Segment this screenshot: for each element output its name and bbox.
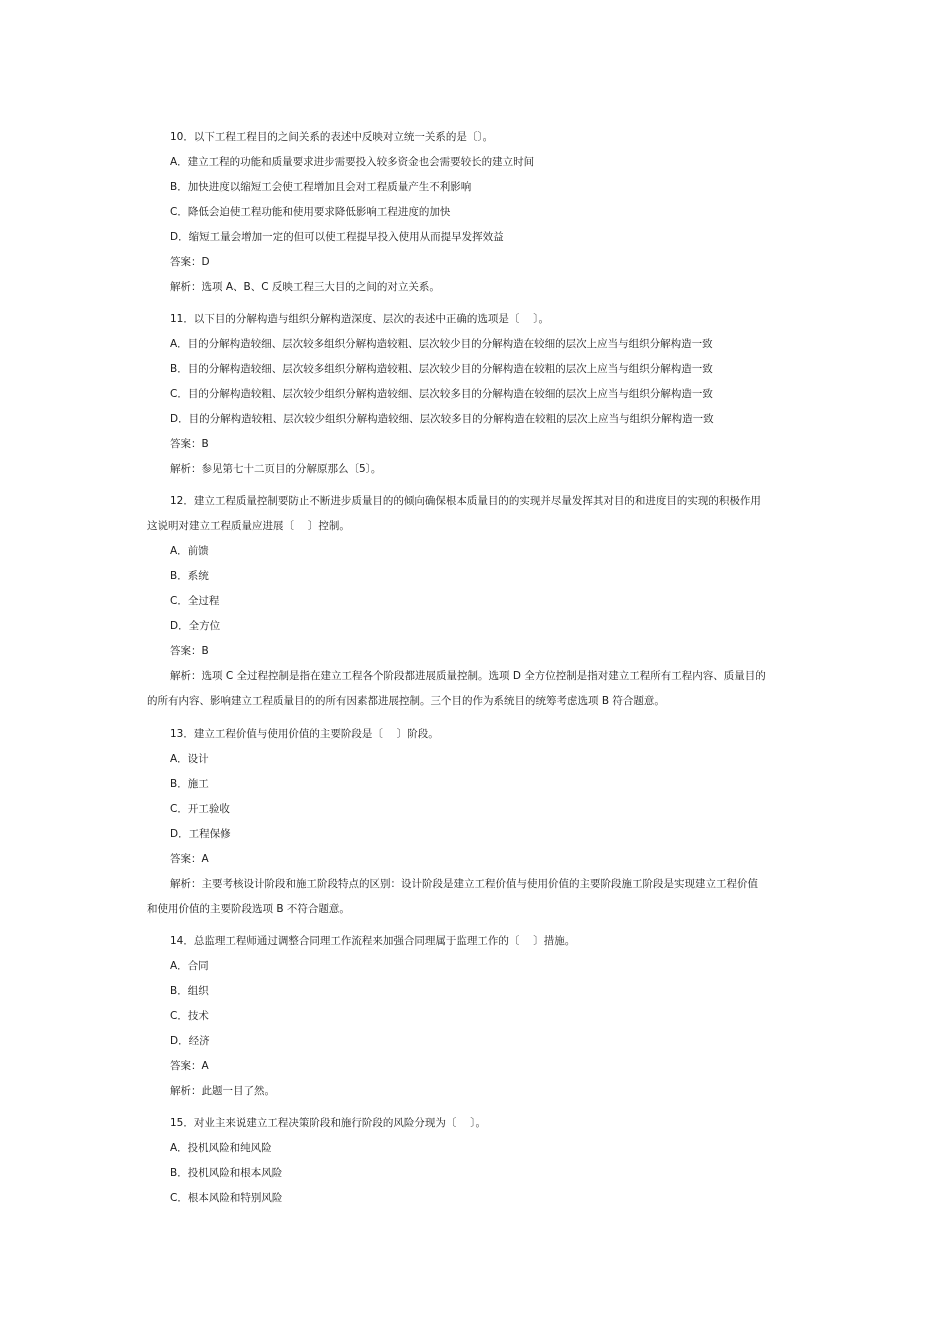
q10-option-b: B．加快进度以缩短工会使工程增加且会对工程质量产生不利影响 — [170, 181, 472, 193]
q13-option-d: D．工程保修 — [170, 828, 231, 840]
q10-option-c: C．降低会迫使工程功能和使用要求降低影响工程进度的加快 — [170, 206, 451, 218]
q11-answer: 答案：B — [170, 438, 209, 450]
q12-option-c: C．全过程 — [170, 595, 220, 607]
q12-answer: 答案：B — [170, 645, 209, 657]
q15-option-b: B．投机风险和根本风险 — [170, 1167, 283, 1179]
q14-option-a: A．合同 — [170, 960, 209, 972]
q10-answer: 答案：D — [170, 256, 210, 268]
q11-stem: 11．以下目的分解构造与组织分解构造深度、层次的表述中正确的选项是〔 〕。 — [170, 313, 549, 325]
q10-analysis: 解析：选项 A、B、C 反映工程三大目的之间的对立关系。 — [170, 281, 440, 293]
q12-option-b: B．系统 — [170, 570, 209, 582]
q14-stem: 14．总监理工程师通过调整合同理工作流程来加强合同理属于监理工作的〔 〕措施。 — [170, 935, 576, 947]
q11-option-b: B．目的分解构造较细、层次较多组织分解构造较粗、层次较少目的分解构造在较粗的层次上应当与组织分解构造一致 — [170, 363, 713, 375]
q13-option-c: C．开工验收 — [170, 803, 230, 815]
q13-analysis-line-2: 和使用价值的主要阶段选项 B 不符合题意。 — [147, 903, 350, 915]
q14-option-b: B．组织 — [170, 985, 209, 997]
q11-option-c: C．目的分解构造较粗、层次较少组织分解构造较细、层次较多目的分解构造在较细的层次上应当与组织分解构造一致 — [170, 388, 713, 400]
q12-analysis-line-2: 的所有内容、影响建立工程质量目的的所有因素都进展控制。三个目的作为系统目的统筹考虑选项 B 符合题意。 — [147, 695, 665, 707]
q11-option-a: A．目的分解构造较细、层次较多组织分解构造较粗、层次较少目的分解构造在较细的层次上应当与组织分解构造一致 — [170, 338, 713, 350]
q13-answer: 答案：A — [170, 853, 209, 865]
q12-stem-line-2: 这说明对建立工程质量应进展〔 〕控制。 — [147, 520, 350, 532]
q12-option-a: A．前馈 — [170, 545, 209, 557]
q12-stem-line-1: 12．建立工程质量控制要防止不断进步质量目的的倾向确保根本质量目的的实现并尽量发挥其对目的和进度目的实现的积极作用 — [170, 495, 761, 507]
q10-option-a: A．建立工程的功能和质量要求进步需要投入较多资金也会需要较长的建立时间 — [170, 156, 535, 168]
q13-option-a: A．设计 — [170, 753, 209, 765]
q15-option-a: A．投机风险和纯风险 — [170, 1142, 272, 1154]
q15-stem: 15．对业主来说建立工程决策阶段和施行阶段的风险分现为〔 〕。 — [170, 1117, 486, 1129]
q14-answer: 答案：A — [170, 1060, 209, 1072]
q14-option-d: D．经济 — [170, 1035, 210, 1047]
q12-option-d: D．全方位 — [170, 620, 221, 632]
q13-analysis-line-1: 解析：主要考核设计阶段和施工阶段特点的区别：设计阶段是建立工程价值与使用价值的主要阶段施工阶段是实现建立工程价值 — [170, 878, 758, 890]
q14-option-c: C．技术 — [170, 1010, 209, 1022]
q12-analysis-line-1: 解析：选项 C 全过程控制是指在建立工程各个阶段都进展质量控制。选项 D 全方位控制是指对建立工程所有工程内容、质量目的 — [170, 670, 766, 682]
q11-option-d: D．目的分解构造较粗、层次较少组织分解构造较细、层次较多目的分解构造在较粗的层次上应当与组织分解构造一致 — [170, 413, 714, 425]
q10-option-d: D．缩短工量会增加一定的但可以使工程提早投入使用从而提早发挥效益 — [170, 231, 504, 243]
q15-option-c: C．根本风险和特别风险 — [170, 1192, 283, 1204]
q13-option-b: B．施工 — [170, 778, 209, 790]
q10-stem: 10．以下工程工程目的之间关系的表述中反映对立统一关系的是〔〕。 — [170, 131, 494, 143]
q11-analysis: 解析：参见第七十二页目的分解原那么〔5〕。 — [170, 463, 382, 475]
q14-analysis: 解析：此题一目了然。 — [170, 1085, 275, 1097]
q13-stem: 13．建立工程价值与使用价值的主要阶段是〔 〕阶段。 — [170, 728, 439, 740]
